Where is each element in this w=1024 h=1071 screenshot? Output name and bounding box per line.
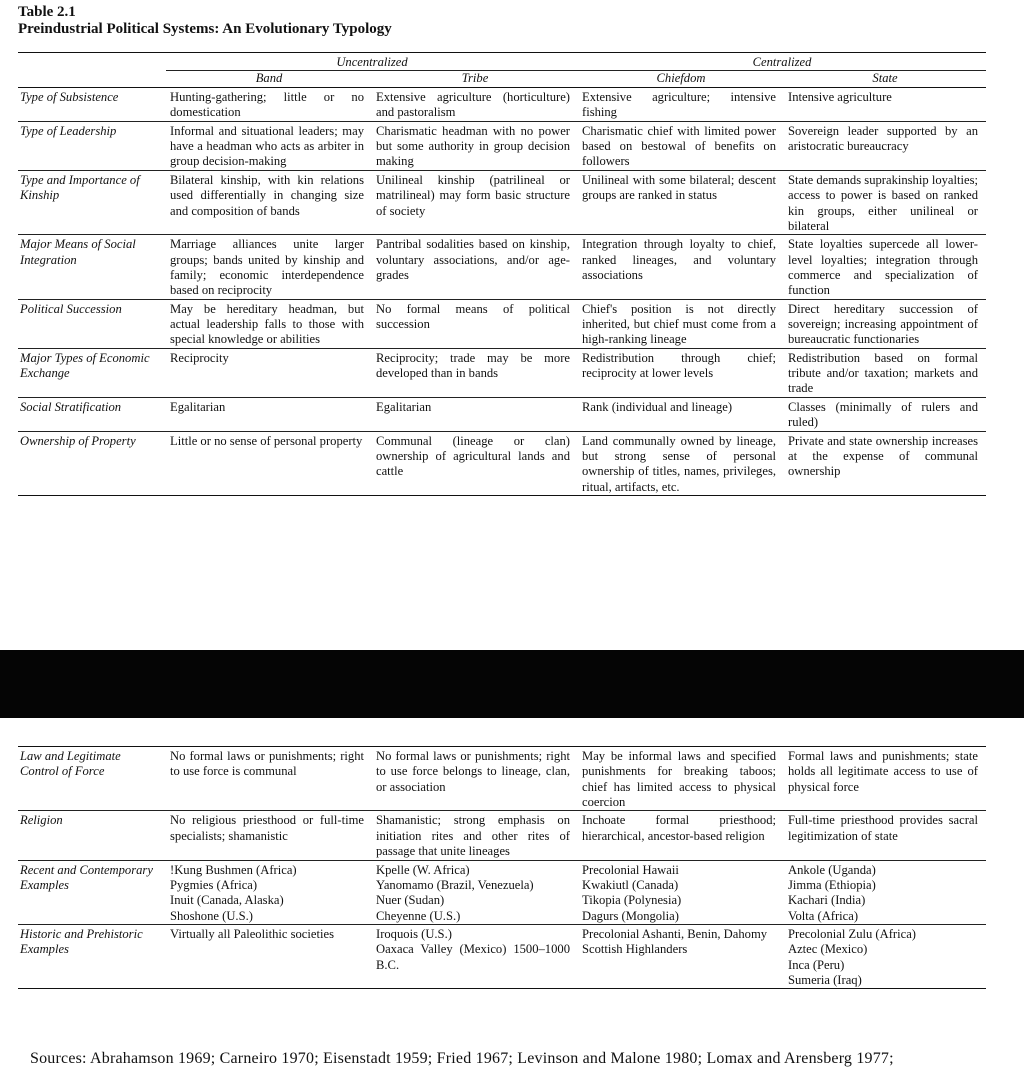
table-lower-section: [18, 746, 986, 989]
table-cell: Pantribal sodalities based on kinship, voluntary associations, and/or age-grades: [376, 237, 570, 282]
table-cell: State loyalties supercede all lower-level loyalties; integration through commerce and specialization of function: [788, 237, 978, 298]
table-cell: Redistribution through chief; reciprocity at lower levels: [582, 350, 776, 381]
table-row: [18, 171, 986, 235]
table-cell: Extensive agriculture; intensive fishing: [582, 90, 776, 120]
table-cell: No formal laws or punishments; right to use force is communal: [170, 749, 364, 779]
table-cell: Kpelle (W. Africa) Yanomamo (Brazil, Venezuela) Nuer (Sudan) Cheyenne (U.S.): [376, 862, 534, 923]
table-cell: Bilateral kinship, with kin relations used differentially in changing size and composition of bands: [170, 172, 364, 218]
table-cell: Virtually all Paleolithic societies: [170, 926, 334, 941]
table-row: [18, 925, 986, 989]
table-cell: Shamanistic; strong emphasis on initiation rites and other rites of passage that unite lineages: [376, 813, 570, 859]
table-cell: May be informal laws and specified punishments for breaking taboos; chief has limited access to physical coercion: [582, 749, 776, 810]
table-cell: Reciprocity; trade may be more developed than in bands: [376, 350, 570, 381]
row-label: Ownership of Property: [20, 433, 136, 448]
row-label: Social Stratification: [20, 399, 122, 414]
group-uncentralized: Uncentralized: [166, 55, 578, 71]
table-cell: Extensive agriculture (horticulture) and pastoralism: [376, 90, 570, 120]
table-cell: No formal laws or punishments; right to use force belongs to lineage, clan, or association: [376, 749, 570, 794]
table-cell: Communal (lineage or clan) ownership of agricultural lands and cattle: [376, 433, 570, 479]
sources-note: Sources: Abrahamson 1969; Carneiro 1970; Eisenstadt 1959; Fried 1967; Levinson and Malone 1980; Lomax and Arensberg 1977;: [30, 1050, 894, 1067]
table-row: [18, 432, 986, 496]
table-cell: Unilineal kinship (patrilineal or matrilineal) may form basic structure of society: [376, 172, 570, 218]
table-cell: Little or no sense of personal property: [170, 433, 363, 448]
table-cell: Informal and situational leaders; may have a headman who acts as arbiter in group decision-making: [170, 123, 364, 169]
table-row: [18, 747, 986, 811]
column-header-row: [18, 71, 986, 88]
row-label: Type of Leadership: [20, 123, 117, 138]
table-cell: Redistribution based on formal tribute and/or taxation; markets and trade: [788, 350, 978, 396]
table-row: [18, 861, 986, 925]
row-label: Major Means of Social Integration: [20, 237, 136, 267]
column-header-state: State: [872, 71, 898, 85]
row-label: Historic and Prehistoric Examples: [20, 926, 143, 957]
table-row: [18, 88, 986, 122]
table-cell: Private and state ownership increases at the expense of communal ownership: [788, 433, 978, 479]
row-label: Type of Subsistence: [20, 90, 119, 104]
table-row: [18, 811, 986, 860]
table-cell: State demands suprakinship loyalties; access to power is based on ranked kin groups, either unilineal or bilateral: [788, 172, 978, 233]
table-row: [18, 300, 986, 349]
table-cell: Precolonial Zulu (Africa) Aztec (Mexico) Inca (Peru) Sumeria (Iraq): [788, 926, 916, 988]
table-cell: No formal means of political succession: [376, 301, 570, 332]
table-cell: Charismatic headman with no power but some authority in group decision making: [376, 123, 570, 169]
table-cell: No religious priesthood or full-time specialists; shamanistic: [170, 813, 364, 843]
table-cell: Precolonial Ashanti, Benin, Dahomy Scottish Highlanders: [582, 926, 768, 957]
table-cell: Ankole (Uganda) Jimma (Ethiopia) Kachari (India) Volta (Africa): [788, 862, 876, 923]
table-title: Preindustrial Political Systems: An Evolutionary Typology: [18, 21, 392, 37]
group-header-row: [18, 53, 986, 71]
table-cell: Land communally owned by lineage, but strong sense of personal ownership of titles, names, privileges, ritual, artifacts, etc.: [582, 433, 776, 494]
table-cell: !Kung Bushmen (Africa) Pygmies (Africa) Inuit (Canada, Alaska) Shoshone (U.S.): [170, 862, 297, 923]
table-cell: Precolonial Hawaii Kwakiutl (Canada) Tikopia (Polynesia) Dagurs (Mongolia): [582, 862, 682, 923]
table-cell: Egalitarian: [170, 399, 226, 414]
row-label: Law and Legitimate Control of Force: [20, 749, 121, 779]
row-label: Recent and Contemporary Examples: [20, 862, 153, 892]
scan-redaction-band: [0, 650, 1024, 718]
table-cell: Classes (minimally of rulers and ruled): [788, 399, 978, 430]
table-cell: Iroquois (U.S.) Oaxaca Valley (Mexico) 1500–1000 B.C.: [376, 926, 570, 972]
group-centralized: Centralized: [578, 55, 986, 71]
table-row: [18, 122, 986, 171]
table-cell: Sovereign leader supported by an aristocratic bureaucracy: [788, 123, 978, 154]
table-number: Table 2.1: [18, 4, 76, 20]
table-cell: Inchoate formal priesthood; hierarchical, ancestor-based religion: [582, 813, 776, 843]
table-cell: Reciprocity: [170, 350, 229, 365]
column-header-band: Band: [255, 71, 283, 85]
column-header-chiefdom: Chiefdom: [656, 71, 706, 85]
row-label: Political Succession: [20, 301, 122, 316]
row-label: Type and Importance of Kinship: [20, 172, 140, 203]
column-header-blank: [18, 71, 166, 87]
table-cell: Egalitarian: [376, 399, 432, 414]
table-cell: Integration through loyalty to chief, ranked lineages, and voluntary associations: [582, 237, 776, 282]
table-cell: Charismatic chief with limited power based on bestowal of benefits on followers: [582, 123, 776, 169]
table-body-lower: [18, 747, 986, 989]
table-cell: Formal laws and punishments; state holds all legitimate access to use of physical force: [788, 749, 978, 794]
table-cell: Rank (individual and lineage): [582, 399, 733, 414]
table-cell: Marriage alliances unite larger groups; bands united by kinship and family; economic interdependence based on reciprocity: [170, 237, 364, 298]
table-cell: Direct hereditary succession of sovereign; increasing appointment of bureaucratic functionaries: [788, 301, 978, 347]
table-upper-section: [18, 52, 986, 496]
table-cell: Unilineal with some bilateral; descent groups are ranked in status: [582, 172, 776, 203]
row-label: Major Types of Economic Exchange: [20, 350, 150, 381]
table-cell: Full-time priesthood provides sacral legitimization of state: [788, 813, 978, 843]
column-header-tribe: Tribe: [461, 71, 489, 85]
table-cell: May be hereditary headman, but actual leadership falls to those with special knowledge or abilities: [170, 301, 364, 347]
table-cell: Chief's position is not directly inherited, but chief must come from a high-ranking lineage: [582, 301, 776, 347]
table-body-upper: [18, 88, 986, 496]
table-cell: Intensive agriculture: [788, 90, 892, 104]
row-label: Religion: [20, 813, 63, 828]
table-row: [18, 398, 986, 432]
table-cell: Hunting-gathering; little or no domestication: [170, 90, 364, 120]
table-row: [18, 235, 986, 299]
table-row: [18, 349, 986, 398]
